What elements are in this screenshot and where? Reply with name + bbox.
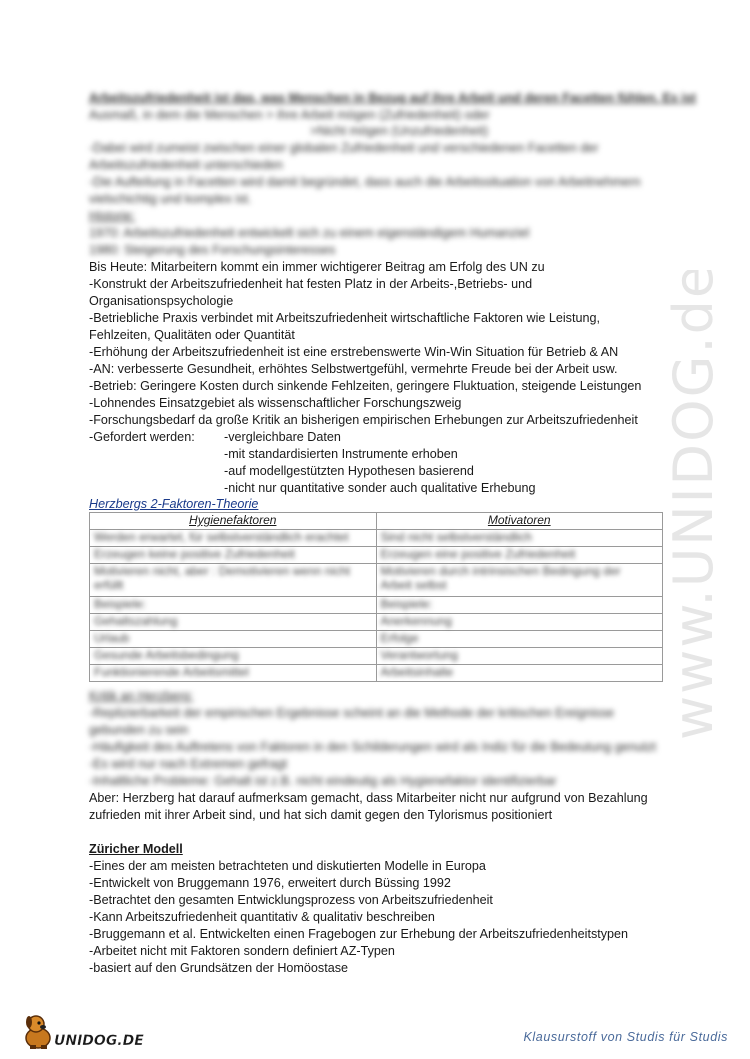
kritik-line: -Häufigkeit des Auftretens von Faktoren in den Schilderungen wird als Indiz für die Bedeutung genutzt [89,740,657,754]
herzberg-title: Herzbergs 2-Faktoren-Theorie [89,497,259,511]
watermark-text: www.UNIDOG.de [662,270,725,740]
zuericher-line: -Entwickelt von Bruggemann 1976, erweitert durch Büssing 1992 [89,876,451,890]
table-header-row [90,513,663,530]
table-cell: Erfolge [380,631,419,645]
table-cell: Beispiele: [94,597,147,611]
header-motivatoren: Motivatoren [376,513,663,530]
intro-line: 1980: Steigerung des Forschungsinteresses [89,243,336,257]
table-cell: Verantwortung [380,648,458,662]
gefordert-item: -nicht nur quantitative sonder auch qualitative Erhebung [224,481,536,495]
table-cell: Arbeitsinhalte [380,665,454,679]
intro-line: Ausmaß, in dem die Menschen > ihre Arbeit mögen (Zufriedenheit) oder [89,108,490,122]
intro-line: >Nicht mögen (Unzufriedenheit) [310,124,489,138]
body-line: Bis Heute: Mitarbeitern kommt ein immer wichtigerer Beitrag am Erfolg des UN zu [89,260,545,274]
kritik-heading: Kritik an Herzberg: [89,689,194,703]
table-row [90,614,663,631]
table-cell: Gehaltszahlung [94,614,178,628]
gefordert-item: -vergleichbare Daten [224,430,341,444]
table-row [90,597,663,614]
table-row [90,665,663,682]
historie-heading: Historie: [89,209,136,223]
zuericher-line: -Bruggemann et al. Entwickelten einen Fragebogen zur Erhebung der Arbeitszufriedenheitstypen [89,927,629,941]
intro-line: 1970: Arbeitszufriedenheit entwickelt sich zu einem eigenständigem Humanziel [89,226,530,240]
table-cell: Sind nicht selbstverständlich [380,530,532,544]
table-cell: Motivieren nicht, aber : Demotivieren wenn nicht erfüllt [94,564,351,592]
table-row [90,631,663,648]
body-line: Organisationspsychologie [89,294,234,308]
body-line: -Betrieb: Geringere Kosten durch sinkende Fehlzeiten, geringere Fluktuation, steigende Leistungen [89,379,642,393]
body-line: -AN: verbesserte Gesundheit, erhöhtes Selbstwertgefühl, vermehrte Freude bei der Arbeit usw. [89,362,618,376]
intro-term: Arbeitszufriedenheit ist das, was Menschen in Bezug auf ihre Arbeit und deren Facetten fühlen. Es ist [89,91,696,105]
kritik-line: gebunden zu sein [89,723,189,737]
table-cell: Beispiele: [380,597,433,611]
table-cell: Urlaub [94,631,130,645]
gefordert-item: -auf modellgestützten Hypothesen basierend [224,464,474,478]
body-line: -Konstrukt der Arbeitszufriedenheit hat festen Platz in der Arbeits-,Betriebs- und [89,277,533,291]
body-line: -Erhöhung der Arbeitszufriedenheit ist eine erstrebenswerte Win-Win Situation für Betrieb & AN [89,345,619,359]
table-row [90,547,663,564]
body-line: -Lohnendes Einsatzgebiet als wissenschaftlicher Forschungszweig [89,396,462,410]
gefordert-item: -mit standardisierten Instrumente erhoben [224,447,458,461]
table-cell: Werden erwartet, für selbstverständlich erachtet [94,530,349,544]
table-cell: Gesunde Arbeitsbedingung [94,648,239,662]
table-row [90,564,663,597]
zuericher-line: -Betrachtet den gesamten Entwicklungsprozess von Arbeitszufriedenheit [89,893,493,907]
intro-line: vielschichtig und komplex ist. [89,192,252,206]
kritik-line: -Replizierbarkeit der empirischen Ergebnisse scheint an die Methode der kritischen Ereignisse [89,706,614,720]
logo-text: UNIDOG.DE [54,1033,144,1049]
header-hygienefaktoren: Hygienefaktoren [90,513,377,530]
table-row [90,648,663,665]
kritik-line: -Inhaltliche Probleme: Gehalt ist z.B. nicht eindeutig als Hygienefaktor identifizierbar [89,774,557,788]
zuericher-line: -Eines der am meisten betrachteten und diskutierten Modelle in Europa [89,859,486,873]
body-line: Fehlzeiten, Qualitäten oder Quantität [89,328,295,342]
intro-line: -Dabei wird zumeist zwischen einer globalen Zufriedenheit und verschiedenen Facetten der [89,141,599,155]
zuericher-line: -basiert auf den Grundsätzen der Homöostase [89,961,349,975]
intro-line: -Die Aufteilung in Facetten wird damit begründet, dass auch die Arbeitssituation von Arbeitnehmern [89,175,641,189]
dog-mascot-icon [26,1016,50,1049]
body-line: -Betriebliche Praxis verbindet mit Arbeitszufriedenheit wirtschaftliche Faktoren wie Leistung, [89,311,600,325]
zuericher-title: Züricher Modell [89,842,183,856]
intro-line [89,90,696,107]
table-cell: Funktionierende Arbeitsmittel [94,665,249,679]
table-cell: Anerkennung [380,614,452,628]
zuericher-line: -Kann Arbeitszufriedenheit quantitativ & qualitativ beschreiben [89,910,435,924]
kritik-line: -Es wird nur nach Extremen gefragt [89,757,288,771]
aber-line: Aber: Herzberg hat darauf aufmerksam gemacht, dass Mitarbeiter nicht nur aufgrund von Bezahlung [89,791,648,805]
gefordert-label: -Gefordert werden: [89,430,195,444]
footer-slogan: Klausurstoff von Studis für Studis [523,1030,728,1044]
table-row [90,530,663,547]
aber-line: zufrieden mit ihrer Arbeit sind, und hat sich damit gegen den Tylorismus positioniert [89,808,553,822]
body-line: -Forschungsbedarf da große Kritik an bisherigen empirischen Erhebungen zur Arbeitszufriedenheit [89,413,638,427]
table-cell: Erzeugen keine positive Zufriedenheit [94,547,295,561]
table-cell: Motivieren durch intrinsischen Bedingung der Arbeit selbst [380,564,621,592]
unidog-logo [22,1012,152,1052]
herzberg-table [89,512,663,682]
table-cell: Erzeugen eine positive Zufriedenheit [380,547,576,561]
zuericher-line: -Arbeitet nicht mit Faktoren sondern definiert AZ-Typen [89,944,395,958]
intro-line: Arbeitszufriedenheit unterschieden [89,158,283,172]
